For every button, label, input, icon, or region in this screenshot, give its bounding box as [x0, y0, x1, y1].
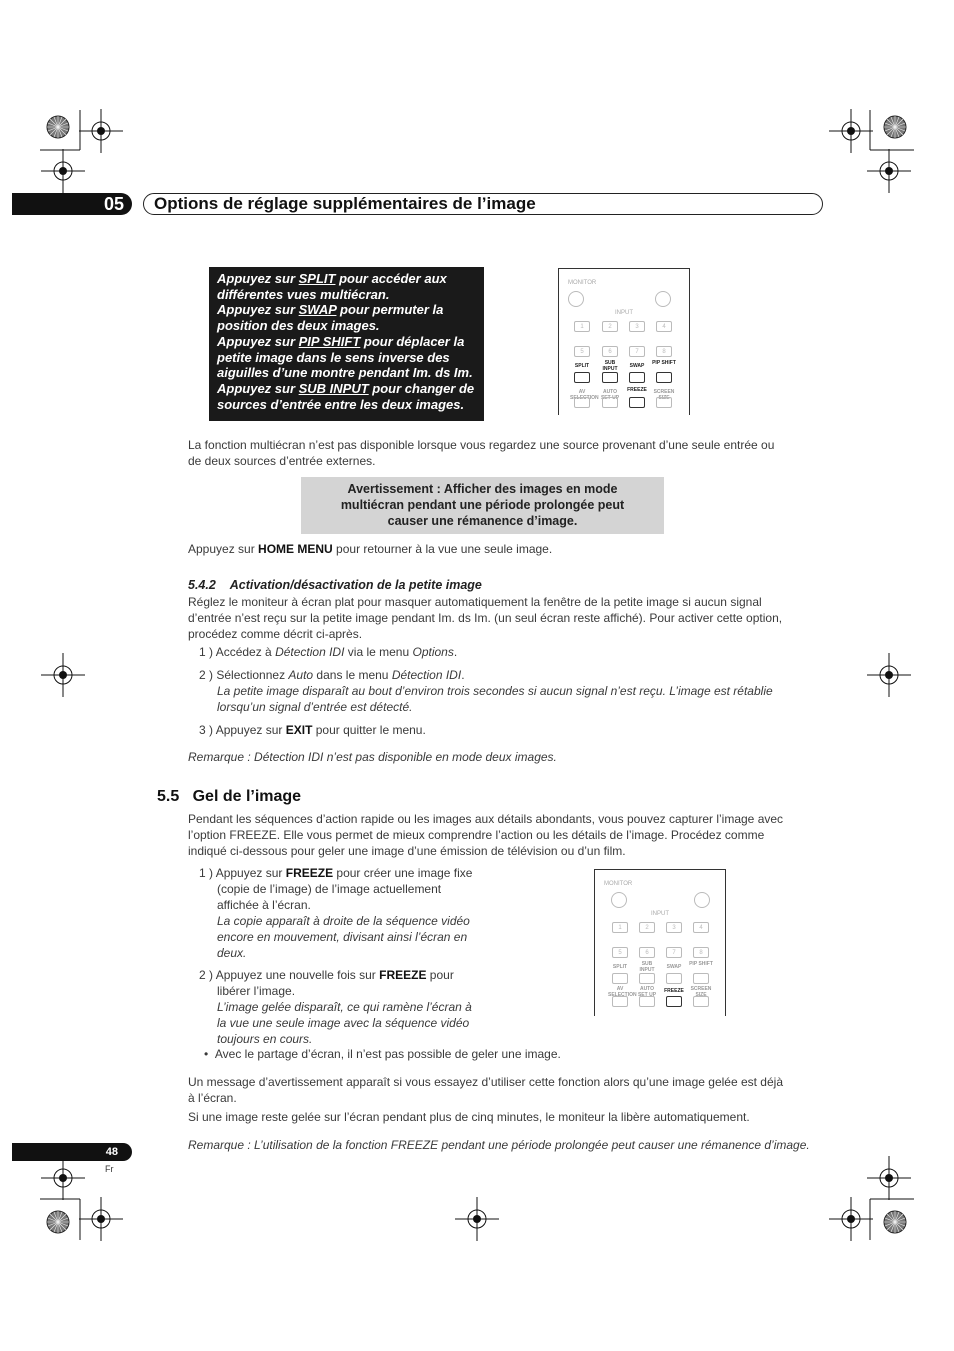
subsection-5-4-2-intro: Réglez le moniteur à écran plat pour masquer automatiquement la fenêtre de la petite image si aucun signal d’entrée n’est reçu sur la petite image pendant Im. ds Im. (un seul écran reste affiché). Pour activer cette option, procédez comme décrit ci-après. — [188, 595, 783, 641]
split-screen-bullet: • Avec le partage d’écran, il n’est pas possible de geler une image. — [204, 1047, 561, 1061]
pip-shift-key: PIP SHIFT — [298, 333, 361, 349]
step-2-note: La petite image disparaît au bout d’environ trois secondes si aucun signal n’est reçu. L’image est rétablie lorsqu’un signal d’entrée est détecté. — [217, 684, 773, 714]
sub-input-key: SUB INPUT — [298, 380, 369, 396]
warning-box: Avertissement : Afficher des images en mode multiécran pendant une période prolongée peut causer une rémanence d’image. — [301, 477, 664, 534]
remote-illustration-split: MONITOR INPUT 1 2 3 4 5 6 7 8 SPLIT SUB INPUT SWAP PIP SHIFT AV SELECTION AUTO SET UP FREEZE SCREEN SIZE — [558, 268, 690, 415]
subsection-heading-5-4-2: 5.4.2 Activation/désactivation de la petite image — [188, 578, 482, 592]
auto-release-note: Si une image reste gelée sur l’écran pendant plus de cinq minutes, le moniteur la libère automatiquement. — [188, 1110, 750, 1124]
freeze-step-1: 1 ) Appuyez sur FREEZE pour créer une image fixe — [199, 866, 473, 880]
freeze-step-1-cont: (copie de l’image) de l’image actuellement affichée à l’écran. La copie apparaît à droite de la séquence vidéo encore en mouvement, divisant ainsi l’écran en deux. — [217, 882, 470, 960]
chapter-title: Options de réglage supplémentaires de l’image — [143, 193, 823, 215]
warning-message-note: Un message d’avertissement apparaît si vous essayez d’utiliser cette fonction alors qu’une image gelée est déjà à l’écran. — [188, 1075, 783, 1105]
freeze-step-2: 2 ) Appuyez une nouvelle fois sur FREEZE pour — [199, 968, 454, 982]
swap-key: SWAP — [298, 302, 337, 318]
freeze-step-2-cont: libérer l’image. L’image gelée disparaît, ce qui ramène l’écran à la vue une seule image avec la séquence vidéo toujours en cours. — [217, 984, 472, 1046]
power-icon — [655, 291, 671, 307]
page-number: 48 — [12, 1143, 132, 1161]
chapter-number: 05 — [12, 193, 132, 215]
step-1: 1 ) Accédez à Détection IDI via le menu Options. — [199, 645, 458, 659]
power-icon — [611, 892, 627, 908]
home-menu-note: Appuyez sur HOME MENU pour retourner à la vue une seule image. — [188, 542, 553, 556]
section-5-5-intro: Pendant les séquences d’action rapide ou les images aux détails abondants, vous pouvez capturer l’image avec l’option FREEZE. Elle vous permet de mieux comprendre l’action ou les détails de l’image. Procédez comme indiqué ci-dessous pour geler une image d’une émission de télévision ou d’un film. — [188, 812, 784, 858]
remark-idi: Remarque : Détection IDI n’est pas disponible en mode deux images. — [188, 750, 557, 764]
tip-box: Appuyez sur SPLIT pour accéder aux différentes vues multiécran. Appuyez sur SWAP pour permuter la position des deux images. Appuyez sur PIP SHIFT pour déplacer la petite image dans le sens inverse des aiguilles d’une montre pendant Im. ds Im. Appuyez sur SUB INPUT pour changer de sources d’entrée entre les deux images. — [209, 267, 484, 421]
split-key: SPLIT — [298, 271, 336, 286]
section-heading-5-5: 5.5 Gel de l’image — [157, 788, 302, 805]
power-icon — [694, 892, 710, 908]
remote-illustration-freeze: MONITOR INPUT 1 2 3 4 5 6 7 8 SPLIT SUB INPUT SWAP PIP SHIFT AV SELECTION AUTO SET UP FREEZE SCREEN SIZE — [594, 869, 726, 1016]
step-2: 2 ) Sélectionnez Auto dans le menu Détection IDI. — [199, 668, 465, 682]
remark-freeze: Remarque : L’utilisation de la fonction FREEZE pendant une période prolongée peut causer une rémanence d’image. — [188, 1138, 810, 1152]
step-3: 3 ) Appuyez sur EXIT pour quitter le menu. — [199, 723, 426, 737]
power-icon — [568, 291, 584, 307]
language-code: Fr — [105, 1164, 114, 1174]
multiscreen-note: La fonction multiécran n’est pas disponible lorsque vous regardez une source provenant d’une seule entrée ou de deux sources d’entrée externes. — [188, 438, 775, 468]
